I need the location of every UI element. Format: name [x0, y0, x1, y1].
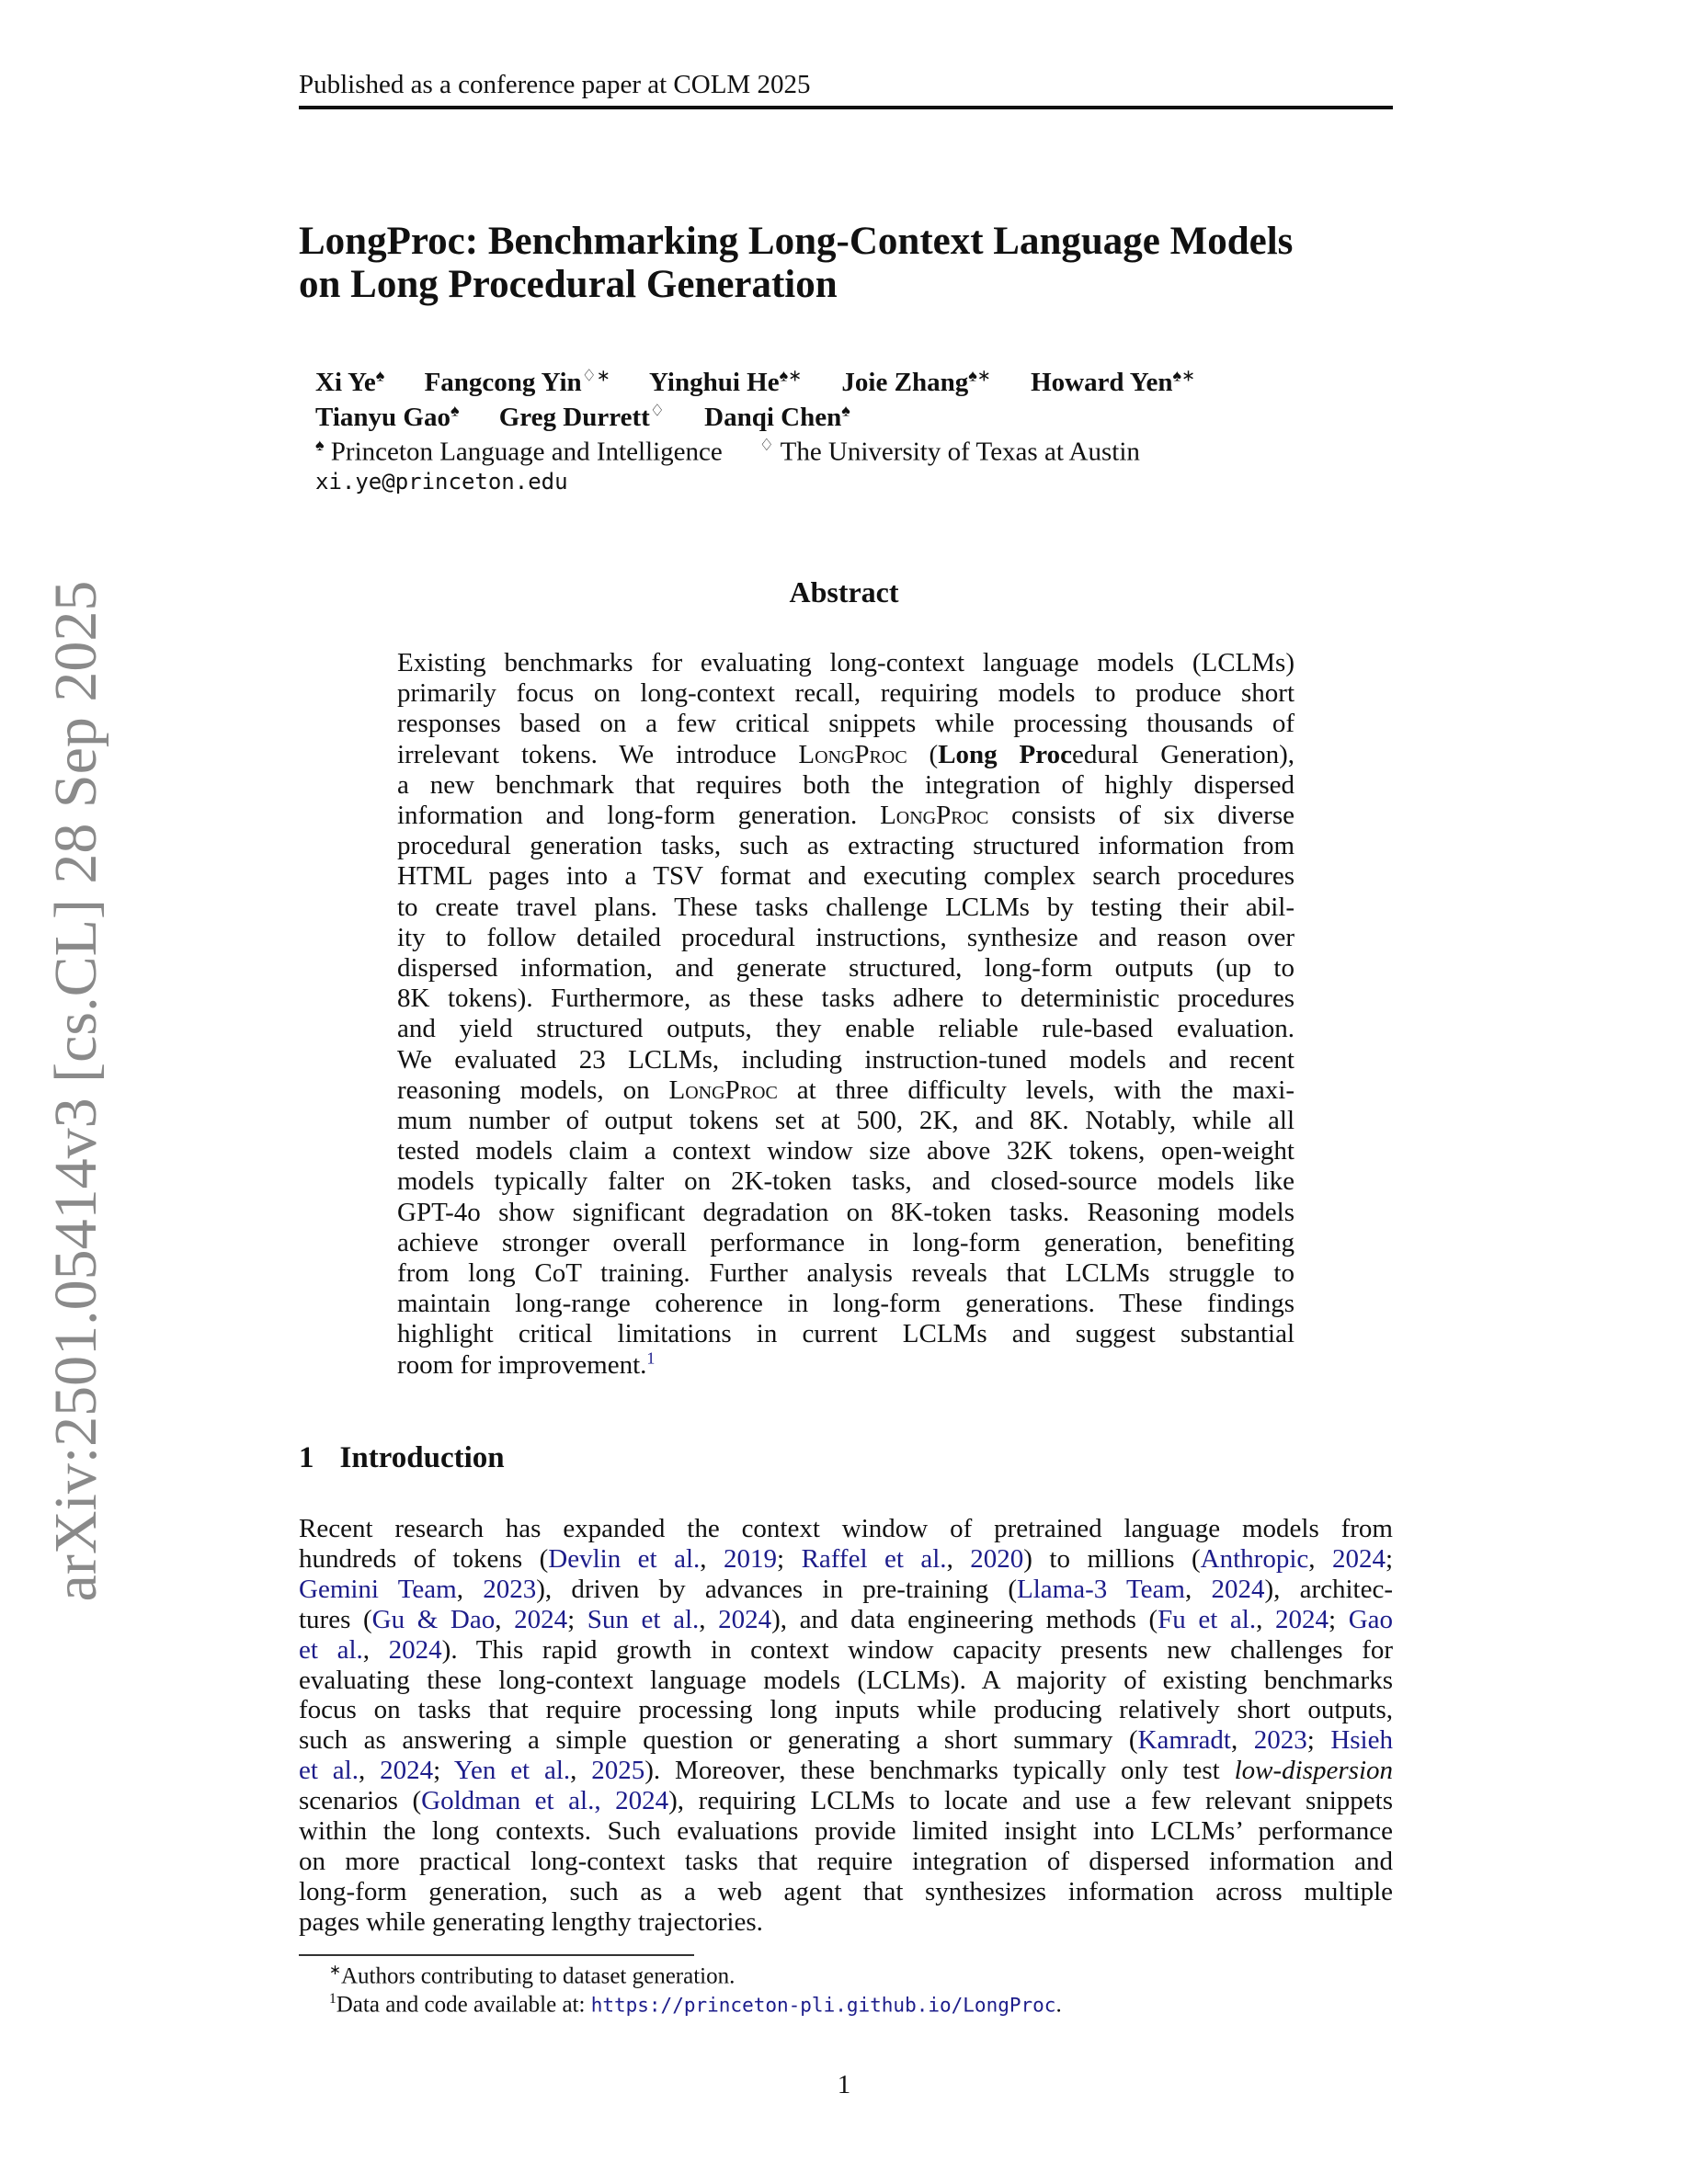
abstract-line — [397, 1227, 1295, 1258]
author-name: Yinghui He — [649, 367, 780, 397]
text-run: room for improvement. — [397, 1349, 647, 1380]
intro-line — [299, 1846, 1393, 1877]
text-run: achieve stronger overall performance in long-form generation, benefiting — [397, 1227, 1295, 1257]
text-run: to create travel plans. These tasks challenge LCLMs by testing their abil- — [397, 892, 1295, 922]
author-name: Howard Yen — [1031, 367, 1173, 397]
text-run: responses based on a few critical snippets while processing thousands of — [397, 709, 1295, 739]
running-head: Published as a conference paper at COLM 2025 — [299, 70, 811, 99]
affiliation-mark: ♠ — [841, 401, 850, 419]
abstract-line — [397, 860, 1295, 892]
author — [704, 403, 850, 432]
section-title: Introduction — [339, 1441, 505, 1474]
abstract-line — [397, 983, 1295, 1014]
text-run: LongProc — [798, 739, 907, 769]
citation-link[interactable]: 2024 — [718, 1604, 772, 1634]
author — [841, 368, 990, 397]
author — [315, 403, 460, 432]
text-run: Existing benchmarks for evaluating long-context language models (LCLMs) — [397, 648, 1295, 677]
abstract-line — [397, 1013, 1295, 1044]
text-run: ; — [567, 1604, 587, 1634]
citation-link[interactable]: Anthropic — [1200, 1543, 1309, 1574]
footnote-text: Data and code available at: — [336, 1992, 591, 2018]
abstract-line — [397, 1166, 1295, 1197]
text-run: low-dispersion — [1234, 1756, 1394, 1786]
text-run: evaluating these long-context language models (LCLMs). A majority of existing benchmarks — [299, 1665, 1393, 1695]
author — [1031, 368, 1195, 397]
text-run: , — [570, 1756, 592, 1786]
text-run: LongProc — [880, 801, 989, 830]
text-run: from long CoT training. Further analysis reveals that LCLMs struggle to — [397, 1258, 1295, 1288]
contact-email: xi.ye@princeton.edu — [315, 469, 568, 495]
text-run: ), architec- — [1264, 1574, 1394, 1604]
intro-line — [299, 1574, 1393, 1605]
section-number: 1 — [299, 1441, 314, 1474]
text-run: reasoning models, on — [397, 1075, 669, 1105]
text-run: ; — [777, 1543, 802, 1574]
intro-line — [299, 1815, 1393, 1847]
text-run: , — [456, 1574, 484, 1604]
section-heading — [299, 1441, 505, 1475]
affiliation-mark: ♠∗ — [779, 366, 803, 384]
text-run: at three difficulty levels, with the maxi- — [777, 1075, 1295, 1105]
text-run: We evaluated 23 LCLMs, including instruction-tuned models and recent — [397, 1044, 1295, 1075]
paper-title-line-2: on Long Procedural Generation — [299, 263, 838, 306]
text-run: pages while generating lengthy trajectories. — [299, 1906, 763, 1937]
abstract-line — [397, 769, 1295, 801]
abstract-line — [397, 922, 1295, 953]
citation-link[interactable]: Sun et al. — [587, 1604, 700, 1634]
text-run: ; — [433, 1756, 454, 1786]
text-run: highlight critical limitations in current LCLMs and suggest substantial — [397, 1319, 1295, 1349]
affiliation-mark: ♢ — [758, 436, 774, 454]
author — [425, 368, 610, 397]
citation-link[interactable]: Llama-3 Team — [1017, 1574, 1185, 1604]
abstract-line — [397, 1318, 1295, 1349]
text-run: Long Proc — [938, 739, 1072, 769]
text-run: , — [700, 1543, 724, 1574]
text-run: ; — [1386, 1543, 1394, 1574]
abstract-line — [397, 647, 1295, 678]
citation-link[interactable]: 2025 — [591, 1756, 645, 1786]
citation-link[interactable]: Hsieh — [1330, 1725, 1393, 1756]
text-run: irrelevant tokens. We introduce — [397, 739, 799, 769]
citation-link[interactable]: 2024 — [1275, 1604, 1329, 1634]
footnote-rule — [299, 1954, 694, 1956]
text-run: Recent research has expanded the context window of pretrained language models from — [299, 1514, 1393, 1543]
citation-link[interactable]: Raffel et al. — [801, 1543, 947, 1574]
text-run: information and long-form generation. — [397, 801, 881, 830]
text-run: primarily focus on long-context recall, requiring models to produce short — [397, 678, 1295, 709]
abstract-line — [397, 1197, 1295, 1228]
abstract-line — [397, 708, 1295, 739]
abstract-line — [397, 1257, 1295, 1289]
abstract-heading: Abstract — [789, 575, 899, 609]
author-name: Fangcong Yin — [424, 367, 582, 397]
citation-link[interactable]: et al. — [299, 1634, 363, 1665]
footnote-mark: 1 — [329, 1991, 336, 2007]
text-run: models typically falter on 2K-token tasks, and closed-source models like — [397, 1166, 1295, 1197]
citation-link[interactable]: 2024 — [1332, 1543, 1386, 1574]
project-url-link[interactable]: https://princeton-pli.github.io/LongProc — [590, 1994, 1056, 2017]
text-run: procedural generation tasks, such as extracting structured information from — [397, 831, 1295, 861]
paper-title-line-1: LongProc: Benchmarking Long-Context Language Models — [299, 220, 1294, 263]
author — [315, 368, 384, 397]
footnote-mark: ∗ — [329, 1962, 341, 1978]
abstract-line — [397, 739, 1295, 770]
intro-line — [299, 1694, 1393, 1725]
text-run: , — [1256, 1604, 1275, 1634]
affiliation-ut-austin: The University of Texas at Austin — [773, 437, 1140, 467]
citation-link[interactable]: Devlin et al. — [548, 1543, 701, 1574]
text-run: maintain long-range coherence in long-form generations. These findings — [397, 1289, 1295, 1319]
text-run: , — [699, 1604, 719, 1634]
citation-link[interactable]: 2023 — [483, 1574, 537, 1604]
affiliation-mark: ♠ — [315, 436, 325, 454]
intro-line — [299, 1876, 1393, 1907]
text-run: ), requiring LCLMs to locate and use a few relevant snippets — [668, 1786, 1393, 1816]
footnote-text: Authors contributing to dataset generation. — [341, 1963, 736, 1989]
intro-line — [299, 1604, 1393, 1635]
authors-row-2 — [315, 401, 884, 433]
page-number: 1 — [837, 2070, 851, 2099]
citation-link[interactable]: Kamradt — [1137, 1725, 1231, 1756]
text-run: consists of six diverse — [988, 801, 1295, 830]
intro-line — [299, 1785, 1393, 1816]
intro-line — [299, 1513, 1393, 1544]
author-name: Greg Durrett — [498, 402, 650, 432]
abstract-line — [397, 1135, 1295, 1166]
citation-link[interactable]: 2024 — [1211, 1574, 1265, 1604]
text-run: , — [495, 1604, 515, 1634]
text-run: ). This rapid growth in context window capacity presents new challenges for — [441, 1634, 1394, 1665]
text-run: long-form generation, such as a web agent that synthesizes information across multiple — [299, 1876, 1393, 1906]
citation-link[interactable]: Gu & Dao — [371, 1604, 496, 1634]
citation-link[interactable]: 2024 — [514, 1604, 568, 1634]
text-run: ), driven by advances in pre-training ( — [536, 1574, 1018, 1604]
intro-line — [299, 1724, 1393, 1756]
text-run: hundreds of tokens ( — [299, 1543, 549, 1574]
citation-link[interactable]: Gemini Team — [299, 1574, 457, 1604]
text-run: ; — [1306, 1725, 1331, 1756]
citation-link[interactable]: Fu et al. — [1158, 1604, 1257, 1634]
abstract-line — [397, 892, 1295, 923]
text-run: GPT-4o show significant degradation on 8K-token tasks. Reasoning models — [397, 1197, 1295, 1227]
text-run: focus on tasks that require processing long inputs while producing relatively short outputs, — [299, 1695, 1393, 1725]
citation-link[interactable]: Yen et al. — [453, 1756, 571, 1786]
authors-row-1 — [315, 366, 1228, 398]
affiliations — [315, 436, 1140, 468]
abstract-line — [397, 1349, 1295, 1381]
intro-line — [299, 1665, 1393, 1696]
text-run: mum number of output tokens set at 500, 2K, and 8K. Notably, while all — [397, 1106, 1295, 1135]
abstract-line — [397, 1105, 1295, 1136]
abstract-line — [397, 677, 1295, 709]
citation-link[interactable]: Gao — [1348, 1604, 1394, 1634]
text-run: scenarios ( — [299, 1786, 422, 1816]
text-run: , — [946, 1543, 971, 1574]
affiliation-mark: ♠∗ — [968, 366, 991, 384]
abstract-line — [397, 952, 1295, 984]
author — [499, 403, 665, 432]
affiliation-princeton: Princeton Language and Intelligence — [324, 437, 723, 467]
abstract-line — [397, 800, 1295, 831]
footnote-authors — [329, 1962, 735, 1989]
citation-link[interactable]: 2019 — [724, 1543, 778, 1574]
text-run: , — [1231, 1725, 1254, 1756]
text-run: and yield structured outputs, they enable reliable rule-based evaluation. — [397, 1014, 1295, 1044]
text-run: a new benchmark that requires both the integration of highly dispersed — [397, 769, 1295, 800]
text-run: HTML pages into a TSV format and executing complex search procedures — [397, 861, 1295, 892]
author-name: Tianyu Gao — [315, 402, 451, 432]
text-run: LongProc — [668, 1075, 778, 1105]
abstract-line — [397, 830, 1295, 861]
footnote-ref-link[interactable]: 1 — [646, 1348, 656, 1367]
abstract-line — [397, 1044, 1295, 1075]
intro-line — [299, 1634, 1393, 1666]
citation-link[interactable]: 2024 — [388, 1634, 442, 1665]
text-run: tested models claim a context window size above 32K tokens, open-weight — [397, 1136, 1295, 1166]
text-run: edural Generation), — [1071, 739, 1295, 769]
abstract-line — [397, 1288, 1295, 1319]
text-run: ). Moreover, these benchmarks typically only test — [644, 1756, 1235, 1786]
arxiv-identifier-stamp: arXiv:2501.05414v3 [cs.CL] 28 Sep 2025 — [42, 580, 109, 1602]
footnote-end: . — [1055, 1992, 1062, 2018]
header-rule — [299, 106, 1393, 109]
affiliation-mark: ♠ — [450, 401, 460, 419]
footnote-data — [329, 1991, 1062, 2018]
text-run: on more practical long-context tasks that require integration of dispersed information and — [299, 1846, 1393, 1876]
affiliation-mark: ♢∗ — [581, 366, 610, 384]
text-run: ; — [1329, 1604, 1349, 1634]
text-run: , — [362, 1634, 389, 1665]
text-run: , — [1308, 1543, 1332, 1574]
affiliation-mark: ♠∗ — [1172, 366, 1196, 384]
citation-link[interactable]: 2024 — [380, 1756, 434, 1786]
text-run: ( — [907, 739, 939, 769]
affiliation-mark: ♠ — [375, 366, 385, 384]
author-name: Danqi Chen — [704, 402, 842, 432]
text-run: ) to millions ( — [1023, 1543, 1201, 1574]
text-run: within the long contexts. Such evaluations provide limited insight into LCLMs’ performance — [299, 1816, 1393, 1846]
text-run: ), and data engineering methods ( — [771, 1604, 1158, 1634]
affiliation-mark: ♢ — [649, 401, 665, 419]
text-run: 8K tokens). Furthermore, as these tasks adhere to deterministic procedures — [397, 984, 1295, 1014]
intro-line — [299, 1906, 1393, 1938]
intro-line — [299, 1755, 1393, 1786]
citation-link[interactable]: 2023 — [1253, 1725, 1307, 1756]
text-run: tures ( — [299, 1604, 372, 1634]
text-run: such as answering a simple question or generating a short summary ( — [299, 1725, 1138, 1756]
abstract-line — [397, 1075, 1295, 1106]
text-run: ity to follow detailed procedural instructions, synthesize and reason over — [397, 922, 1295, 952]
citation-link[interactable]: 2020 — [970, 1543, 1024, 1574]
text-run: , — [1184, 1574, 1212, 1604]
citation-link[interactable]: et al. — [299, 1756, 359, 1786]
text-run: dispersed information, and generate structured, long-form outputs (up to — [397, 953, 1295, 983]
author — [649, 368, 802, 397]
citation-link[interactable]: Goldman et al., 2024 — [421, 1786, 669, 1816]
intro-line — [299, 1543, 1393, 1575]
author-name: Joie Zhang — [841, 367, 969, 397]
text-run: , — [358, 1756, 381, 1786]
author-name: Xi Ye — [315, 367, 376, 397]
